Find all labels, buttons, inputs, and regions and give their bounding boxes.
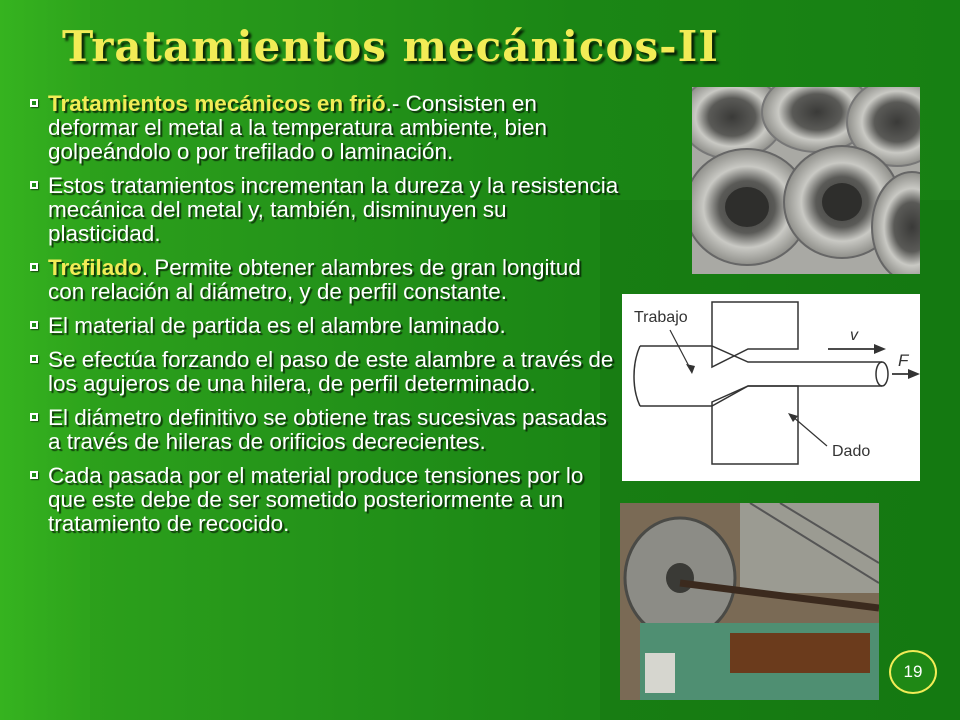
bullet-item (30, 174, 620, 246)
square-bullet-icon (30, 99, 38, 107)
bullet-list (30, 92, 620, 546)
bullet-lead: Trefilado (48, 255, 142, 280)
square-bullet-icon (30, 355, 38, 363)
bullet-item (30, 464, 620, 536)
drawing-machine-photo (620, 503, 879, 700)
square-bullet-icon (30, 181, 38, 189)
diagram-label-velocity: v (850, 327, 858, 344)
square-bullet-icon (30, 471, 38, 479)
bullet-text: Cada pasada por el material produce tensiones por lo que este debe de ser sometido posteriormente a un tratamiento de recocido. (48, 463, 584, 536)
diagram-label-die: Dado (832, 443, 871, 460)
bullet-text: Estos tratamientos incrementan la dureza y la resistencia mecánica del metal y, también, disminuyen su plasticidad. (48, 173, 619, 246)
bullet-lead: Tratamientos mecánicos en frió (48, 91, 386, 116)
bullet-text: El material de partida es el alambre laminado. (48, 313, 506, 338)
diagram-label-work: Trabajo (634, 309, 688, 326)
page-number-badge: 19 (889, 650, 937, 694)
square-bullet-icon (30, 263, 38, 271)
bullet-text: . Permite obtener alambres de gran longitud con relación al diámetro, y de perfil constante. (48, 255, 581, 304)
bullet-text: .- Consisten en deformar el metal a la temperatura ambiente, bien golpeándolo o por trefilado o laminación. (48, 91, 548, 164)
bullet-item (30, 256, 620, 304)
bullet-text: El diámetro definitivo se obtiene tras sucesivas pasadas a través de hileras de orificios decrecientes. (48, 405, 608, 454)
bullet-item (30, 348, 620, 396)
bullet-text: Se efectúa forzando el paso de este alambre a través de los agujeros de una hilera, de perfil determinado. (48, 347, 614, 396)
bullet-item (30, 314, 620, 338)
bullet-item (30, 406, 620, 454)
wire-drawing-diagram (622, 294, 920, 481)
square-bullet-icon (30, 413, 38, 421)
diagram-label-force: F (898, 351, 909, 370)
square-bullet-icon (30, 321, 38, 329)
bullet-item (30, 92, 620, 164)
wire-coils-photo (692, 87, 920, 274)
slide-title: Tratamientos mecánicos-II (62, 22, 719, 71)
